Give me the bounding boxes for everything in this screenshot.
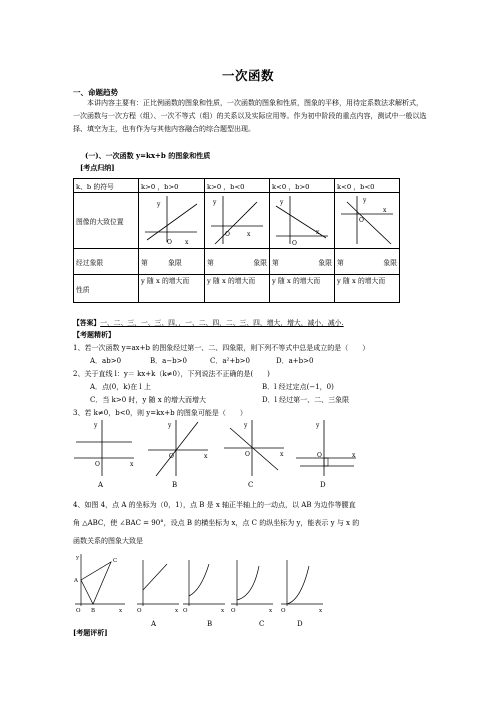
- q2-option-c: C．当 k>0 时，y 随 x 的增大而增大: [90, 396, 206, 404]
- table-cell: k、b 的符号: [74, 179, 139, 193]
- table-cell: y 随 x 的增大而: [270, 275, 335, 303]
- question-4-line2: 角 △ABC，使 ∠BAC = 90°，设点 B 的横坐标为 x，点 C 的纵坐标为 y，能表示 y 与 x 的: [73, 519, 360, 527]
- table-cell: k>0 ，b<0: [205, 179, 270, 193]
- quadrant-left: 第: [337, 258, 344, 267]
- fig-a: A: [74, 578, 78, 584]
- q4-figures: [73, 550, 333, 630]
- fig-o: O: [231, 608, 236, 614]
- axis-y-label: y: [280, 198, 284, 206]
- axis-o-label: O: [225, 230, 230, 238]
- q4-graph-d: [281, 560, 323, 628]
- practice-tag: 【考题精析】: [73, 330, 115, 339]
- axis-y-label: y: [244, 422, 248, 429]
- graph-cell: [139, 193, 205, 249]
- axis-x-label: x: [316, 228, 320, 236]
- q2-option-b: B．l 经过定点(−1，0): [262, 383, 334, 391]
- table-cell: [335, 249, 400, 275]
- fig-x: x: [269, 608, 273, 614]
- axis-o-label: O: [169, 453, 174, 460]
- question-4-line3: 函数关系的图象大致是: [73, 537, 143, 545]
- q4-graph-b: [183, 560, 225, 628]
- table-cell: 性质: [74, 275, 139, 303]
- table-cell: y 随 x 的增大而: [205, 275, 270, 303]
- fig-x: x: [175, 608, 179, 614]
- axis-y-label: y: [363, 196, 367, 204]
- graph-cell: [335, 193, 400, 249]
- summary-table: [73, 178, 400, 303]
- graph-k-neg-b-neg: [337, 194, 395, 246]
- axis-o-label: O: [245, 451, 250, 458]
- quadrant-left: 第: [207, 258, 214, 267]
- review-tag: [考点归纳]: [80, 163, 115, 172]
- q1-option-b: B．a−b>0: [150, 357, 187, 365]
- table-cell: 第 象限: [139, 249, 205, 275]
- axis-y-label: y: [157, 200, 161, 208]
- table-cell: 经过象限: [74, 249, 139, 275]
- quadrant-left: 第: [272, 258, 279, 267]
- q4-label-b: B: [207, 620, 213, 628]
- axis-x-label: x: [280, 451, 284, 458]
- answer-label: 【答案】: [73, 319, 101, 327]
- axis-x-label: x: [130, 461, 134, 468]
- fig-x: x: [119, 608, 123, 614]
- fig-x: x: [221, 608, 225, 614]
- answer-line: [73, 317, 344, 327]
- table-cell: [270, 249, 335, 275]
- q3-label-b: B: [172, 481, 178, 489]
- q3-graph-c: [224, 420, 284, 489]
- table-cell: k>0 ，b>0: [139, 179, 205, 193]
- q2-option-d: D．l 经过第一、二、三象限: [262, 396, 350, 404]
- q3-label-d: D: [320, 481, 326, 489]
- q4-label-a: A: [151, 620, 157, 628]
- q1-option-a: A．ab>0: [90, 357, 122, 365]
- axis-o-label: O: [95, 461, 100, 468]
- subsection-heading: (一)、一次函数 y=kx+b 的图象和性质: [85, 151, 211, 160]
- axis-x-label: x: [247, 230, 251, 238]
- graph-k-pos-b-neg: [207, 194, 265, 246]
- q4-graph-a: [137, 560, 179, 628]
- q4-label-d: D: [297, 620, 303, 628]
- table-cell: y 随 x 的增大而: [139, 275, 205, 303]
- q3-graph-d: [296, 420, 356, 489]
- table-cell: y 随 x 的增大而: [335, 275, 400, 303]
- axis-o-label: O: [359, 216, 364, 224]
- table-cell: [74, 193, 139, 249]
- fig-x: x: [319, 608, 323, 614]
- answer-text: 一、二、三，一、三、四，，一、二、四，二、三、四，增大，增大，减小，减小.: [100, 319, 344, 327]
- q1-option-d: D．a+b>0: [276, 357, 314, 365]
- q3-label-c: C: [248, 481, 254, 489]
- question-4-line1: 4、如图 4，点 A 的坐标为（0，1），点 B 是 x 轴正半轴上的一动点，以 AB 为边作等腰直: [73, 501, 356, 509]
- fig-o: O: [137, 608, 142, 614]
- analysis-tag: [考题评析]: [73, 628, 108, 637]
- axis-o-label: O: [317, 452, 322, 459]
- fig-y: y: [76, 555, 80, 561]
- question-1: 1、若一次函数 y=ax+b 的图象经过第一、二、四象限，则下列不等式中总是成立的是（ ）: [73, 344, 370, 352]
- q3-graph-b: [148, 420, 208, 489]
- table-cell: [205, 249, 270, 275]
- axis-y-label: y: [213, 198, 217, 206]
- row-label: 图像的大致位置: [76, 217, 124, 226]
- q2-option-a: A．点(0，k)在 l 上: [90, 383, 151, 391]
- axis-y-label: y: [168, 422, 172, 429]
- q4-graph-c: [231, 560, 273, 628]
- fig-o: O: [76, 608, 81, 614]
- q1-option-c: C．a²+b>0: [210, 357, 251, 365]
- axis-y-label: y: [316, 422, 320, 429]
- axis-x-label: x: [352, 452, 356, 459]
- table-cell: k<0 ，b<0: [335, 179, 400, 193]
- graph-k-pos-b-pos: [141, 194, 199, 246]
- axis-o-label: O: [292, 239, 297, 246]
- axis-y-label: y: [94, 422, 98, 429]
- q4-label-c: C: [259, 620, 265, 628]
- quadrant-right: 象限: [253, 258, 267, 267]
- fig-o: O: [183, 608, 188, 614]
- fig-c: C: [113, 558, 118, 564]
- axis-x-label: x: [204, 453, 208, 460]
- q3-graph-a: [74, 420, 134, 489]
- graph-k-neg-b-pos: [272, 194, 330, 246]
- quadrant-right: 象限: [383, 258, 397, 267]
- quadrant-right: 象限: [318, 258, 332, 267]
- section-heading: 一、命题趋势: [73, 88, 118, 97]
- question-2: 2、关于直线 l：y＝ kx+k（k≠0），下列说法不正确的是( ): [73, 370, 270, 378]
- graph-cell: [270, 193, 335, 249]
- q3-figures: [72, 418, 362, 490]
- question-3: 3、若 k≠0，b<0，则 y=kx+b 的图象可能是（ ）: [73, 409, 247, 417]
- axis-o-label: O: [167, 238, 172, 246]
- q3-label-a: A: [98, 481, 104, 489]
- axis-x-label: x: [185, 238, 189, 246]
- page-title: 一次函数: [221, 68, 274, 83]
- intro-paragraph: 本讲内容主要有：正比例函数的图象和性质，一次函数的图象和性质，图象的平移，用待定系数法求解析式，一次函数与一次方程（组）、一次不等式（组）的关系以及实际应用等。作为初中阶段的重点内容，测试中一般以选择、填空为主，也有作为与其他内容融合的综合题型出现。: [73, 99, 427, 133]
- axis-x-label: x: [383, 206, 387, 214]
- table-cell: k<0 ，b>0: [270, 179, 335, 193]
- fig-b: B: [91, 608, 96, 614]
- graph-cell: [205, 193, 270, 249]
- q4-main-figure: [73, 554, 125, 614]
- fig-o: O: [281, 608, 286, 614]
